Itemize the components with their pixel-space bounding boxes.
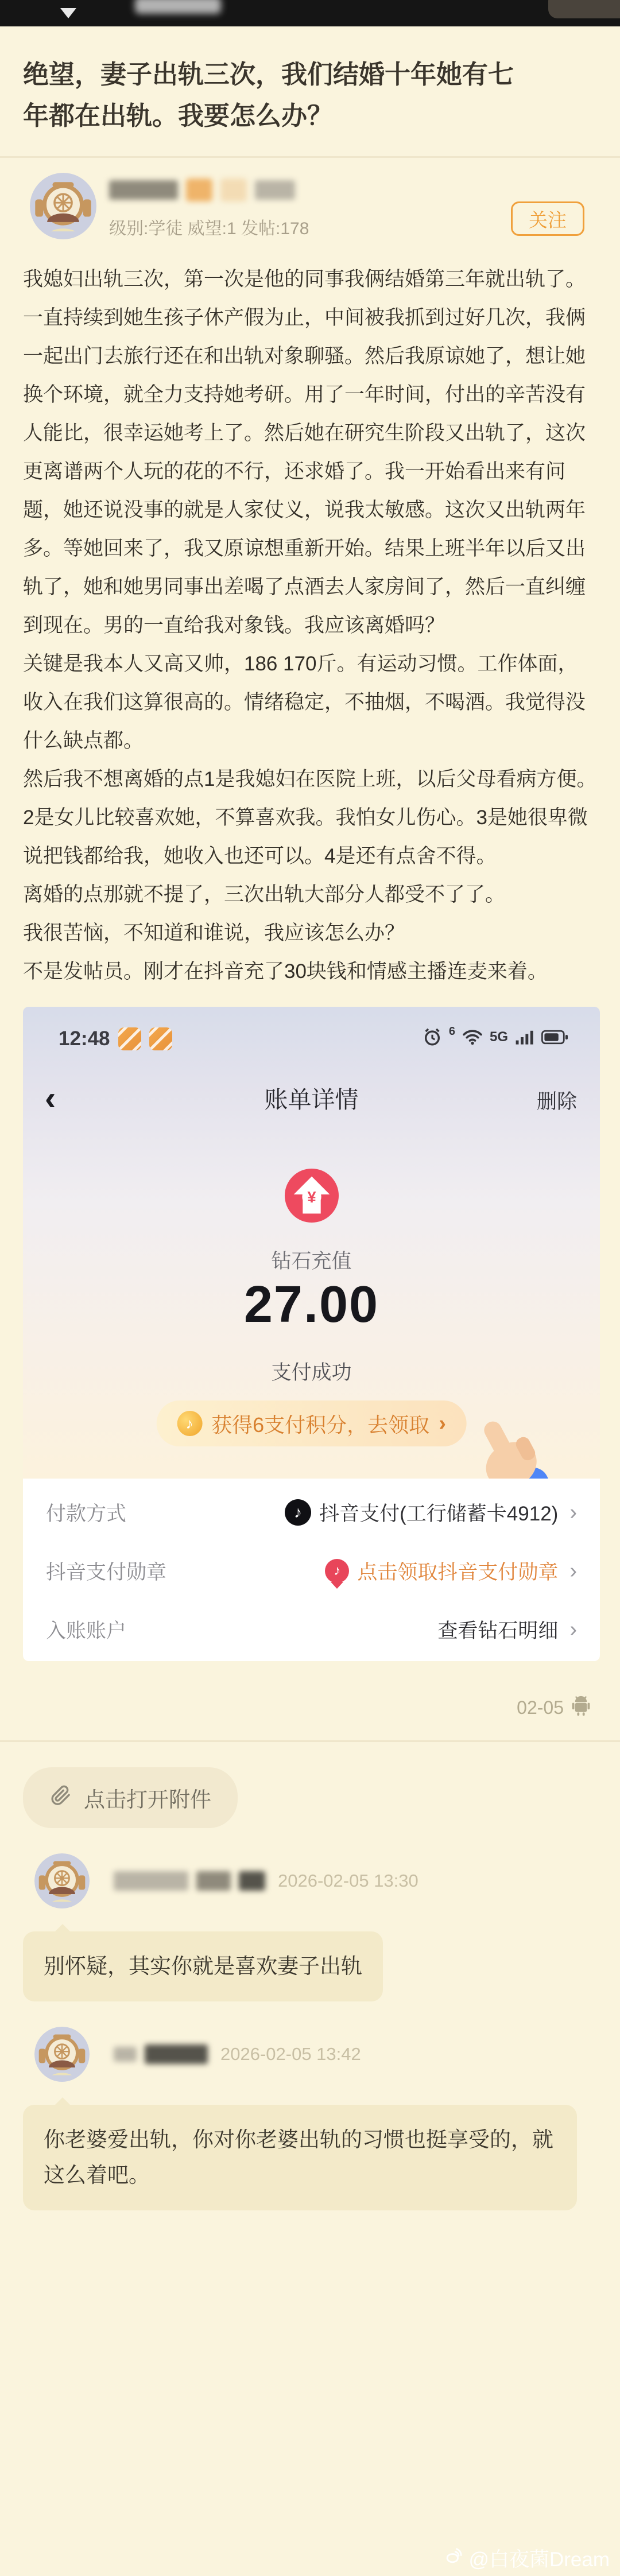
- weibo-icon: [443, 2546, 463, 2571]
- banner-arrow-icon: ›: [439, 1411, 446, 1436]
- paragraph: 关键是我本人又高又帅，186 170斤。有运动习惯。工作体面，收入在我们这算很高的。情绪稳定，不抽烟，不喝酒。我觉得没什么缺点都。: [23, 653, 586, 752]
- comment-bubble: 你老婆爱出轨，你对你老婆出轨的习惯也挺享受的，就这么着吧。: [23, 2105, 577, 2210]
- attachment-button[interactable]: [23, 1767, 238, 1828]
- paragraph: 我媳妇出轨三次，第一次是他的同事我俩结婚第三年就出轨了。一直持续到她生孩子休产假为止，中间被我抓到过好几次，我俩一起出门去旅行还在和出轨对象聊骚。然后我原谅她了，想让她换个环境，就全力支持她考研。用了一年时间，付出的辛苦没有人能比，很幸运她考上了。然后她在研究生阶段又出轨了，这次更离谱两个人玩的花的不行，还求婚了。我一开始看出来有问题，她还说没事的就是人家仗义，说我太敏感。这次又出轨两年多。等她回来了，我又原谅想重新开始。结果上班半年以后又出轨了，她和她男同事出差喝了点酒去人家房间了，然后一直纠缠到现在。男的一直给我对象钱。我应该离婚吗？: [23, 268, 586, 637]
- douyin-coin-icon: ♪: [177, 1411, 202, 1436]
- chevron-right-icon: ›: [569, 1500, 577, 1524]
- payment-details-card: [23, 1479, 600, 1661]
- payment-amount: 27.00: [243, 1276, 379, 1333]
- chevron-right-icon: ›: [569, 1617, 577, 1642]
- payment-status: 支付成功: [271, 1361, 352, 1384]
- chevron-right-icon: ›: [569, 1558, 577, 1583]
- recharge-icon: [284, 1167, 340, 1227]
- payment-screenshot[interactable]: [23, 1007, 600, 1661]
- commenter-avatar[interactable]: [34, 1853, 90, 1908]
- recharge-type-label: 钻石充值: [271, 1250, 352, 1273]
- comment: [23, 1848, 597, 2001]
- author-name-redacted: [109, 179, 295, 201]
- paragraph: 不是发帖员。刚才在抖音充了30块钱和情感主播连麦来着。: [23, 960, 548, 983]
- android-icon: [571, 1694, 591, 1721]
- author-avatar[interactable]: [30, 173, 96, 239]
- notification-app-icon: [118, 1027, 141, 1050]
- watermark: [443, 2544, 610, 2573]
- points-banner[interactable]: [156, 1400, 467, 1446]
- paragraph: 我很苦恼，不知道和谁说，我应该怎么办？: [23, 922, 405, 944]
- points-banner-text: 获得6支付积分，去领取: [211, 1413, 430, 1437]
- blurred-tab-title: [135, 0, 221, 14]
- bill-detail-title: 账单详情: [264, 1087, 359, 1113]
- notification-app-icon: [149, 1027, 172, 1050]
- paperclip-icon: [49, 1784, 72, 1812]
- row-label: 抖音支付勋章: [46, 1561, 167, 1584]
- payment-method-row[interactable]: [46, 1483, 577, 1542]
- commenter-name-redacted: [114, 1871, 265, 1891]
- watermark-text: @白夜菌Dream: [468, 2548, 610, 2571]
- wifi-icon: [462, 1029, 483, 1046]
- delete-button[interactable]: 删除: [536, 1091, 577, 1113]
- divider: [0, 1740, 620, 1742]
- post-date-row: [23, 1694, 597, 1721]
- signal-bars-icon: [515, 1029, 534, 1045]
- comment-bubble: 别怀疑，其实你就是喜欢妻子出轨: [23, 1931, 383, 2001]
- comment: [23, 2021, 597, 2210]
- pay-medal-row[interactable]: [46, 1542, 577, 1600]
- row-label: 付款方式: [46, 1503, 127, 1525]
- author-row: [23, 158, 597, 260]
- row-value: 查看钻石明细: [437, 1620, 559, 1642]
- status-time: 12:48: [59, 1027, 110, 1050]
- paragraph: 离婚的点那就不提了，三次出轨大部分人都受不了了。: [23, 883, 506, 906]
- author-meta: 级别:学徒 威望:1 发帖:178: [109, 219, 309, 238]
- paragraph: 然后我不想离婚的点1是我媳妇在医院上班，以后父母看病方便。2是女儿比较喜欢她，不算喜欢我。我怕女儿伤心。3是她很卑微说把钱都给我，她收入也还可以。4是还有点舍不得。: [23, 768, 597, 867]
- svg-text:¥: ¥: [307, 1188, 316, 1206]
- alarm-icon: [423, 1027, 442, 1047]
- back-chevron-icon[interactable]: ‹: [45, 1080, 56, 1117]
- row-label: 入账账户: [46, 1620, 127, 1642]
- caret-icon: [60, 8, 76, 18]
- network-type-label: 5G: [489, 1029, 508, 1045]
- commenter-name-redacted: [114, 2044, 208, 2064]
- attachment-label: 点击打开附件: [84, 1788, 211, 1811]
- wifi-number: 6: [448, 1025, 455, 1038]
- comment-time: 2026-02-05 13:42: [220, 2044, 361, 2064]
- top-bar: [0, 0, 620, 26]
- row-value: 抖音支付(工行储蓄卡4912): [319, 1503, 559, 1525]
- credit-account-row[interactable]: [46, 1600, 577, 1659]
- post-body: [23, 260, 597, 991]
- medal-icon: ♪: [325, 1559, 349, 1583]
- battery-icon: [541, 1030, 568, 1045]
- douyin-icon: ♪: [285, 1499, 311, 1526]
- post-title: 绝望，妻子出轨三次，我们结婚十年她有七年都在出轨。我要怎么办？: [23, 60, 514, 130]
- post-date: 02-05: [517, 1697, 564, 1718]
- comment-time: 2026-02-05 13:30: [278, 1871, 418, 1891]
- follow-button[interactable]: 关注: [511, 201, 584, 236]
- toolbar-pill[interactable]: [548, 0, 620, 18]
- commenter-avatar[interactable]: [34, 2027, 90, 2082]
- row-value: 点击领取抖音支付勋章: [357, 1561, 559, 1584]
